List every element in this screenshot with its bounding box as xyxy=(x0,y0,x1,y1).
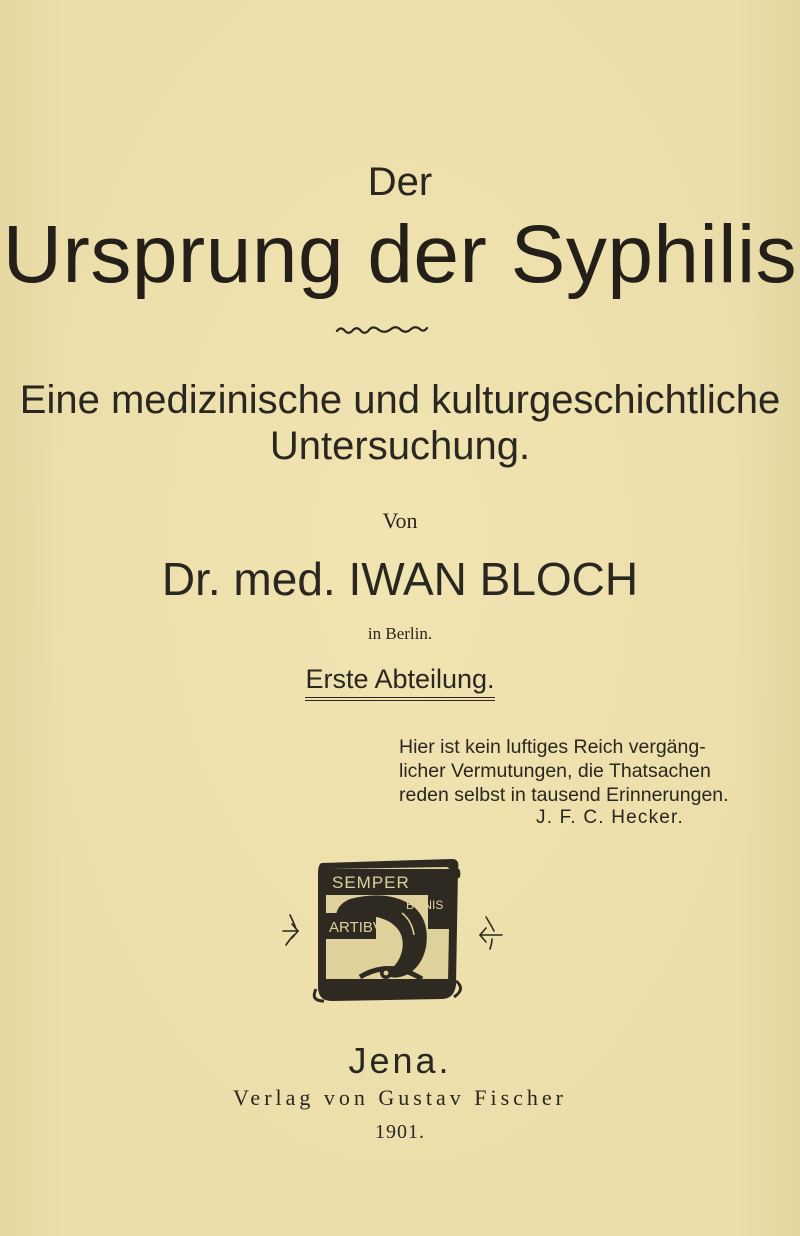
emblem-motto-top: SEMPER xyxy=(332,873,410,892)
epigraph-attribution: J. F. C. Hecker. xyxy=(536,807,685,828)
part-heading-text: Erste Abteilung. xyxy=(305,664,494,701)
author-location: in Berlin. xyxy=(367,624,433,643)
subtitle-line-2: Untersuchung. xyxy=(269,424,531,468)
epigraph-line: Hier ist kein luftiges Reich vergäng- xyxy=(399,736,706,758)
by-line: Von xyxy=(382,508,418,533)
emblem-motto-left: ARTIBVS xyxy=(329,919,393,936)
imprint-city: Jena. xyxy=(348,1040,452,1081)
publication-year: 1901. xyxy=(375,1121,425,1143)
pre-title: Der xyxy=(367,160,433,204)
epigraph-line: licher Vermutungen, die Thatsachen xyxy=(399,760,711,782)
wavy-rule-ornament-icon xyxy=(335,322,429,338)
subtitle-line-1: Eine medizinische und kulturgeschichtliche xyxy=(19,378,781,422)
dolphin-emblem-icon xyxy=(314,859,460,1001)
printer-device-emblem xyxy=(280,855,520,1005)
publisher: Verlag von Gustav Fischer xyxy=(232,1085,567,1110)
book-title: Ursprung der Syphilis xyxy=(2,209,798,300)
emblem-motto-right: BONIS xyxy=(406,898,444,912)
author-name: Dr. med. IWAN BLOCH xyxy=(161,553,639,605)
right-fleuron-icon xyxy=(480,917,502,949)
left-fleuron-icon xyxy=(283,915,298,945)
part-heading xyxy=(0,664,800,701)
epigraph xyxy=(399,735,729,807)
epigraph-line: reden selbst in tausend Erinnerungen. xyxy=(399,784,729,806)
